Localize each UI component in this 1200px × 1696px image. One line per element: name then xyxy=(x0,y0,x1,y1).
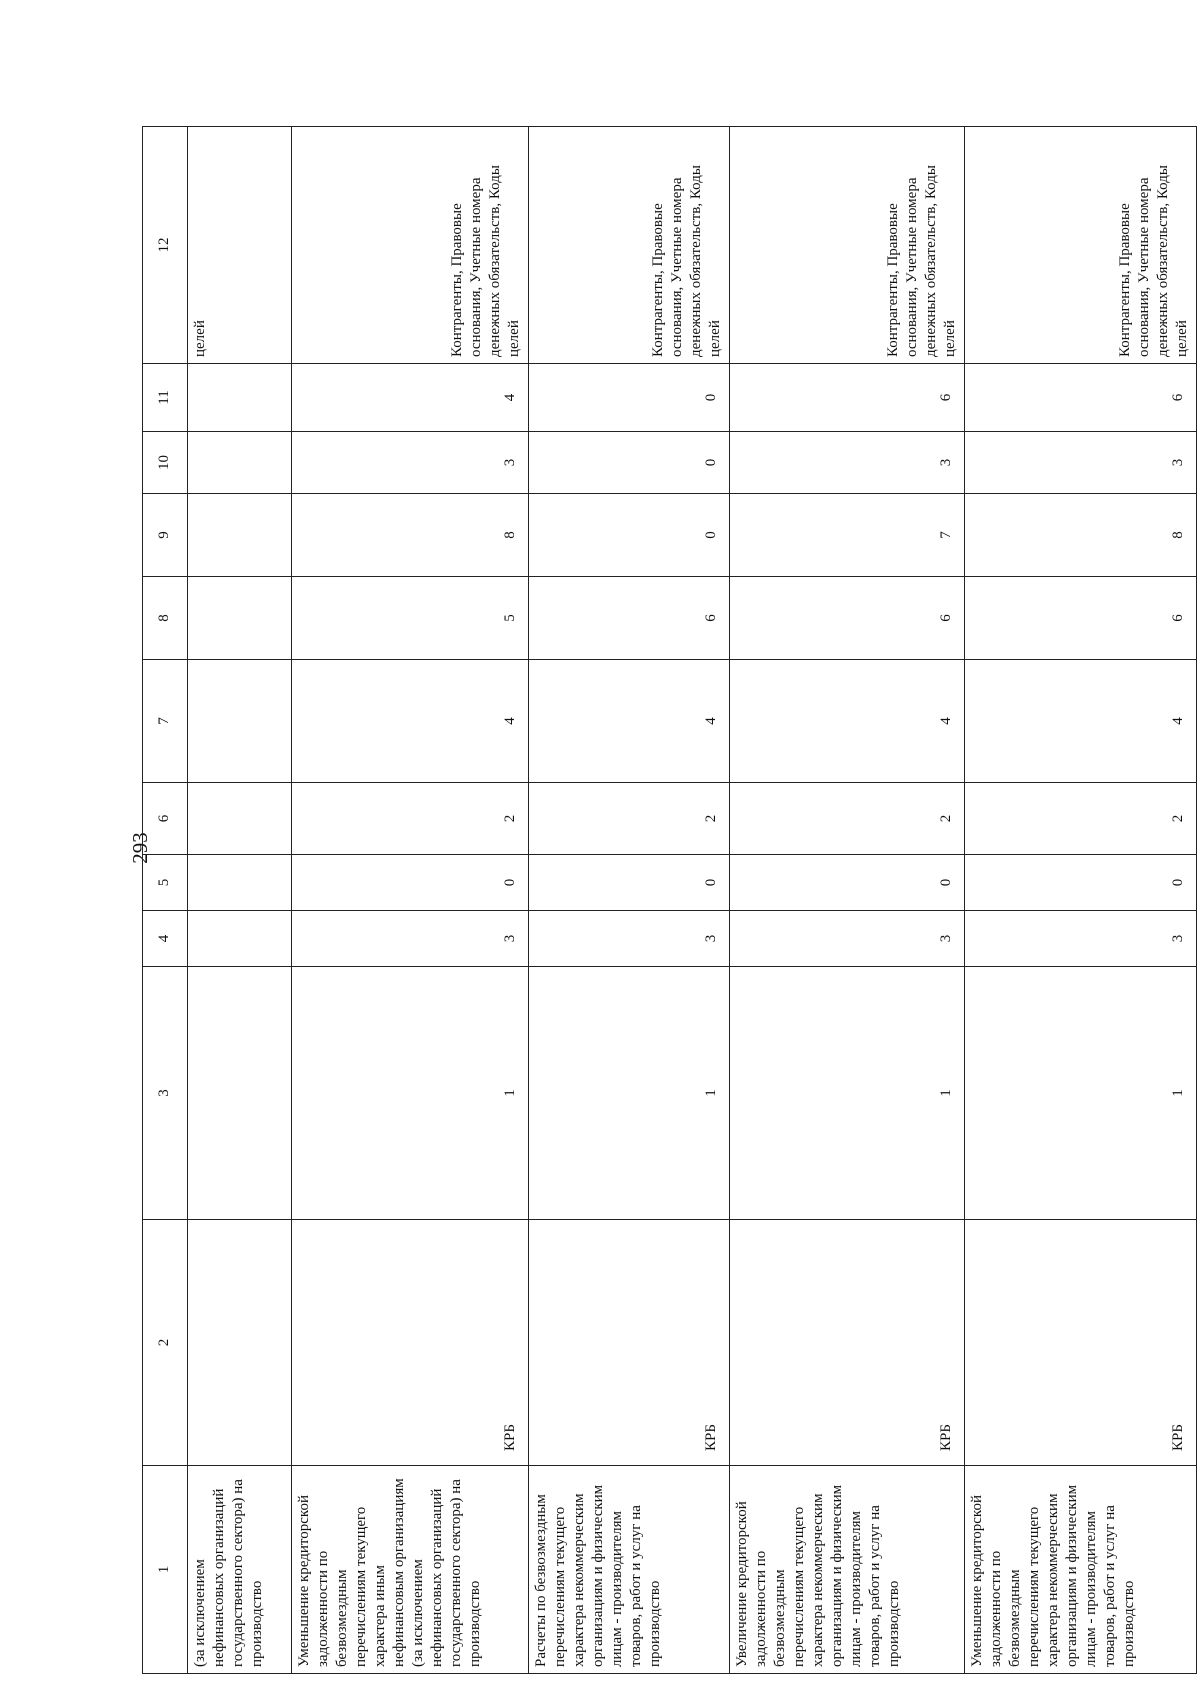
cell-value: 4 xyxy=(964,660,1196,783)
cell-value: 6 xyxy=(730,577,964,660)
header-cell: 4 xyxy=(143,911,188,967)
cell-value: 8 xyxy=(964,494,1196,577)
cell-value: 1 xyxy=(528,967,730,1220)
header-cell: 3 xyxy=(143,967,188,1220)
table-row xyxy=(528,127,730,1674)
cell-value: 3 xyxy=(291,432,528,494)
analytics-cell: Контрагенты, Правовые основания, Учетные номера денежных обязательств, Коды целей xyxy=(528,127,730,364)
cell-krb: КРБ xyxy=(291,1220,528,1466)
cell-value: 6 xyxy=(730,364,964,432)
cell-value: 0 xyxy=(291,855,528,911)
cell-value: 3 xyxy=(730,432,964,494)
cell-value: 0 xyxy=(964,855,1196,911)
cell-value: 6 xyxy=(964,577,1196,660)
header-cell: 7 xyxy=(143,660,188,783)
row-description: Расчеты по безвозмездным перечислениям текущего характера некоммерческим организациям и физическим лицам - производителям товаров, работ и услуг на производство xyxy=(528,1466,730,1674)
table-row xyxy=(291,127,528,1674)
cell-krb: КРБ xyxy=(528,1220,730,1466)
cell-value: 7 xyxy=(730,494,964,577)
row-description: Уменьшение кредиторской задолженности по безвозмездным перечислениям текущего характера некоммерческим организациям и физическим лицам - производителям товаров, работ и услуг на производство xyxy=(964,1466,1196,1674)
cell-value: 3 xyxy=(291,911,528,967)
cell-value: 4 xyxy=(291,364,528,432)
rotated-table xyxy=(142,127,1197,1674)
cell-value: 3 xyxy=(730,911,964,967)
analytics-cell: Контрагенты, Правовые основания, Учетные номера денежных обязательств, Коды целей xyxy=(291,127,528,364)
row-description: Увеличение кредиторской задолженности по безвозмездным перечислениям текущего характера некоммерческим организациям и физическим лицам - производителям товаров, работ и услуг на производство xyxy=(730,1466,964,1674)
cell-value: 1 xyxy=(964,967,1196,1220)
header-cell: 2 xyxy=(143,1220,188,1466)
header-cell: 6 xyxy=(143,783,188,855)
header-cell: 12 xyxy=(143,127,188,364)
cell-value: 1 xyxy=(291,967,528,1220)
header-cell: 11 xyxy=(143,364,188,432)
cell-value: 3 xyxy=(964,911,1196,967)
header-cell: 1 xyxy=(143,1466,188,1674)
cell-value: 4 xyxy=(528,660,730,783)
row-description: (за исключением нефинансовых организаций государственного сектора) на производство xyxy=(187,1466,291,1674)
cell-value: 0 xyxy=(528,855,730,911)
analytics-cell: целей xyxy=(187,127,291,364)
cell-value: 6 xyxy=(964,364,1196,432)
accounting-table xyxy=(142,126,1197,1674)
page-number: 293 xyxy=(128,832,152,864)
analytics-cell: Контрагенты, Правовые основания, Учетные номера денежных обязательств, Коды целей xyxy=(964,127,1196,364)
cell-value: 2 xyxy=(528,783,730,855)
cell-value: 0 xyxy=(528,494,730,577)
table-row xyxy=(730,127,964,1674)
cell-value: 4 xyxy=(730,660,964,783)
cell-value: 2 xyxy=(964,783,1196,855)
cell-value: 0 xyxy=(528,432,730,494)
header-row xyxy=(143,127,188,1674)
cell-value: 8 xyxy=(291,494,528,577)
header-cell: 8 xyxy=(143,577,188,660)
cell-value: 4 xyxy=(291,660,528,783)
cell-krb: КРБ xyxy=(964,1220,1196,1466)
header-cell: 10 xyxy=(143,432,188,494)
table-row xyxy=(187,127,291,1674)
analytics-cell: Контрагенты, Правовые основания, Учетные номера денежных обязательств, Коды целей xyxy=(730,127,964,364)
table-row xyxy=(964,127,1196,1674)
header-cell: 9 xyxy=(143,494,188,577)
cell-krb: КРБ xyxy=(730,1220,964,1466)
cell-value: 1 xyxy=(730,967,964,1220)
cell-value: 0 xyxy=(528,364,730,432)
cell-value: 3 xyxy=(964,432,1196,494)
header-cell: 5 xyxy=(143,855,188,911)
cell-value: 0 xyxy=(730,855,964,911)
rotated-table-container xyxy=(142,127,1200,1667)
cell-value: 5 xyxy=(291,577,528,660)
cell-value: 6 xyxy=(528,577,730,660)
cell-value: 2 xyxy=(730,783,964,855)
cell-value: 2 xyxy=(291,783,528,855)
cell-value: 3 xyxy=(528,911,730,967)
row-description: Уменьшение кредиторской задолженности по безвозмездным перечислениям текущего характера иным нефинансовым организациям (за исключением нефинансовых организаций государственного сектора) на производство xyxy=(291,1466,528,1674)
